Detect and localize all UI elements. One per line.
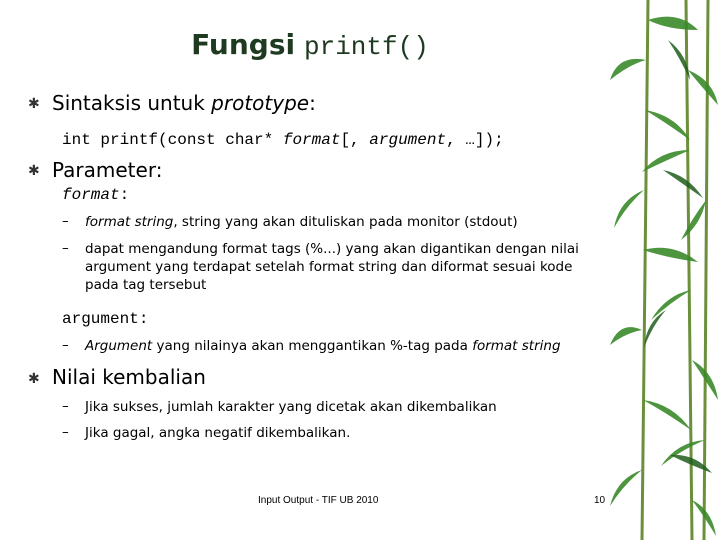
proto-format: format bbox=[282, 131, 341, 149]
slide-title bbox=[0, 28, 620, 62]
proto-c: [, bbox=[340, 131, 370, 149]
format-item-2-line: pada tag tersebut bbox=[85, 277, 207, 293]
bullet-icon: ✱ bbox=[28, 371, 40, 387]
page-number: 10 bbox=[594, 495, 606, 506]
proto-a: int printf(const char* bbox=[62, 131, 283, 149]
proto-e: , …]); bbox=[446, 131, 504, 149]
argument-label: argument: bbox=[62, 310, 149, 328]
proto-argument: argument bbox=[369, 131, 447, 149]
format-label-text: format bbox=[62, 186, 120, 204]
format-item-1 bbox=[85, 213, 518, 231]
format-item-1-text: , string yang akan dituliskan pada monitor (stdout) bbox=[173, 214, 518, 230]
return-item-1: Jika sukses, jumlah karakter yang dicetak akan dikembalikan bbox=[85, 399, 497, 415]
dash-icon: – bbox=[62, 213, 69, 229]
format-label-colon: : bbox=[119, 186, 130, 204]
dash-icon: – bbox=[62, 398, 69, 414]
bullet-icon: ✱ bbox=[28, 163, 40, 179]
bullet-return: Nilai kembalian bbox=[52, 365, 206, 389]
argument-item bbox=[85, 337, 561, 355]
return-item-2: Jika gagal, angka negatif dikembalikan. bbox=[85, 425, 351, 441]
bamboo-decoration bbox=[608, 0, 720, 540]
bullet-syntax bbox=[52, 91, 316, 115]
format-item-1-em: format string bbox=[85, 214, 174, 230]
dash-icon: – bbox=[62, 337, 69, 353]
argument-item-text: yang nilainya akan menggantikan %-tag pada bbox=[152, 338, 473, 354]
argument-item-em: Argument bbox=[85, 338, 153, 354]
dash-icon: – bbox=[62, 424, 69, 440]
bullet-syntax-text: Sintaksis untuk bbox=[52, 91, 212, 115]
format-item-2-line: argument yang terdapat setelah format string dan diformat sesuai kode bbox=[85, 259, 573, 275]
format-item-2 bbox=[85, 240, 610, 294]
bullet-syntax-colon: : bbox=[309, 91, 316, 115]
bullet-parameter: Parameter: bbox=[52, 158, 163, 182]
format-item-2-line: dapat mengandung format tags (%...) yang akan digantikan dengan nilai bbox=[85, 241, 579, 257]
title-code: printf() bbox=[303, 32, 429, 62]
footer-text: Input Output - TIF UB 2010 bbox=[258, 495, 379, 506]
title-word: Fungsi bbox=[191, 28, 296, 61]
bamboo-leaves bbox=[610, 17, 718, 536]
prototype-code bbox=[62, 131, 504, 149]
format-label bbox=[62, 186, 129, 204]
bullet-icon: ✱ bbox=[28, 96, 40, 112]
bullet-syntax-em: prototype bbox=[211, 91, 310, 115]
argument-item-em2: format string bbox=[472, 338, 561, 354]
dash-icon: – bbox=[62, 240, 69, 256]
